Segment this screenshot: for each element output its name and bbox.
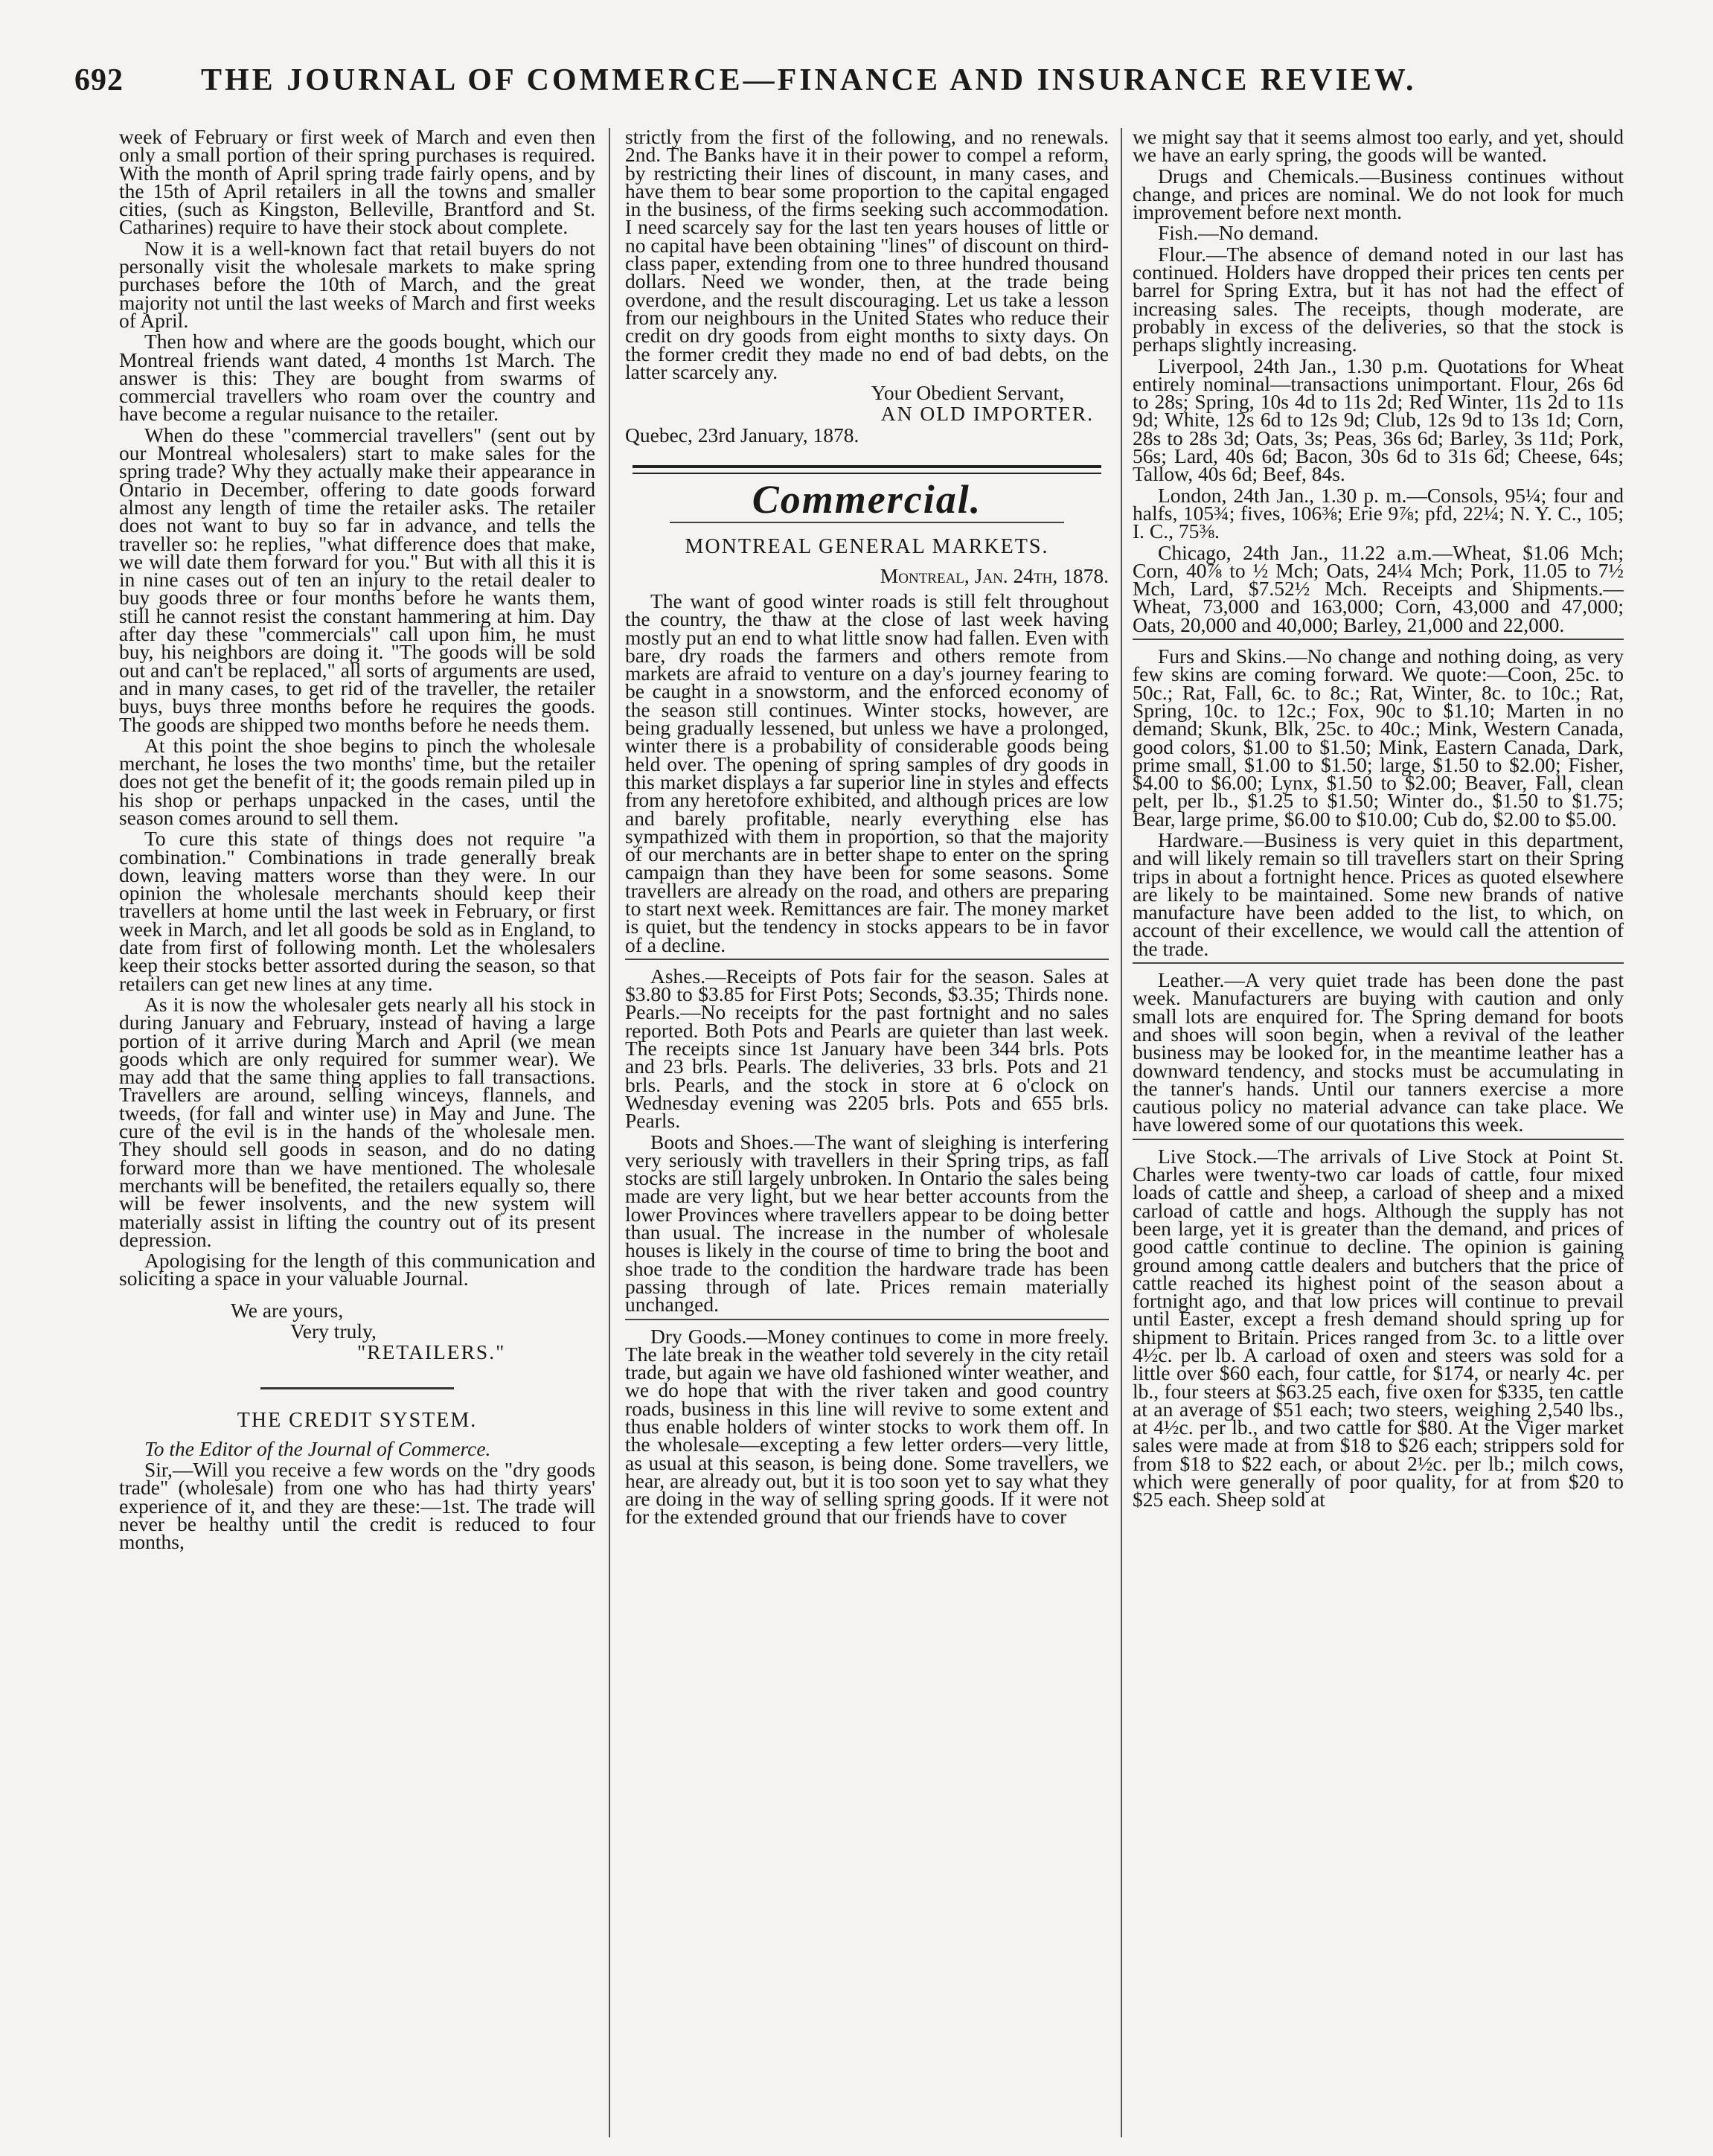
column-1 — [119, 128, 595, 2137]
page-header — [74, 58, 1637, 103]
section-rule — [1133, 962, 1624, 964]
section-rule — [1133, 639, 1624, 640]
column-divider — [609, 128, 610, 2137]
paragraph: When do these "commercial travellers" (sent out by our Montreal wholesalers) start to make sales for the spring trade? Why they actually make their appearance in Ontario in December, offering to date goods forward almost any length of time the retailer asks. The retailer does not want to buy so far in advance, and tells the traveller so: he replies, "what difference does that make, we will date them forward for you." But with all this it is in nine cases out of ten an injury to the retail dealer to buy goods three or four months before he wants them, still he cannot resist the constant hammering at him. Day after day these "commercials" call upon him, he must buy, his neighbors are doing it. "The goods will be sold out and can't be replaced," all sorts of arguments are used, and in many cases, to get rid of the traveller, the retailer buys, buys three months before he requires the goods. The goods are shipped two months before he needs them. — [119, 423, 595, 736]
market-report-fish: Fish.—No demand. — [1158, 221, 1319, 245]
market-report-live-stock: Live Stock.—The arrivals of Live Stock at Point St. Charles were twenty-two car loads of cattle, four mixed loads of cattle and sheep, a carload of sheep and a mixed carload of cattle and hogs. Although the supply has not been large, yet it is greater than the demand, and prices of good cattle continue to decline. The opinion is gaining ground among cattle dealers and butchers that the price of cattle reached its highest point of the season about a fortnight ago, and that low prices will continue to prevail until Easter, except a fresh demand should spring up for shipment to Britain. Prices ranged from 3c. to a little over 4½c. per lb. A carload of oxen and steers was sold for a little over $60 each, four cattle, for $174, or nearly 4c. per lb., four steers at $63.25 each, five oxen for $335, ten cattle at an average of $51 each; two steers, weighing 2,540 lbs., at 4½c. per lb., and two cattle for $80. At the Viger market sales were made at from $18 to $26 each; strippers sold for from $18 to $22 each, or about 2½c. per lb.; milch cows, which were generally of poor quality, for at from $20 to $25 each. Sheep sold at — [1133, 1144, 1624, 1512]
paragraph: Now it is a well-known fact that retail buyers do not personally visit the wholesale markets to make spring purchases before the 10th of March, and the great majority not until the last weeks of March and first weeks of April. — [119, 236, 595, 332]
section-rule — [670, 522, 1064, 523]
market-report-leather: Leather.—A very quiet trade has been done the past week. Manufacturers are buying with caution and only small lots are enquired for. The Spring demand for boots and shoes will soon begin, when a revival of the leather business may be looked for, in the meantime leather has a downward tendency, and stocks must be accumulating in the tanner's hands. Until our tanners exercise a more cautious policy no material advance can take place. We have lowered some of our quotations this week. — [1133, 968, 1624, 1136]
section-rule — [625, 1319, 1109, 1320]
signature-name: "RETAILERS." — [357, 1340, 506, 1364]
market-report-liverpool: Liverpool, 24th Jan., 1.30 p.m. Quotations for Wheat entirely nominal—transactions unimportant. Flour, 26s 6d to 28s; Spring, 10s 4d to 11s 2d; Red Winter, 11s 2d to 11s 9d; White, 12s 6d to 12s 9d; Club, 12s 9d to 13s 1d; Corn, 28s to 28s 3d; Oats, 3s; Peas, 36s 6d; Barley, 3s 11d; Pork, 56s; Lard, 40s 6d; Bacon, 30s 6d to 31s 6d; Cheese, 64s; Tallow, 40s 6d; Beef, 84s. — [1133, 354, 1624, 486]
paragraph: Apologising for the length of this communication and soliciting a space in your valuable Journal. — [119, 1249, 595, 1290]
column-divider — [1121, 128, 1122, 2137]
paragraph: At this point the shoe begins to pinch the wholesale merchant, he loses the two months' time, but the retailer does not get the benefit of it; the goods remain piled up in his shop or perhaps unpacked in the cases, until the season comes around to sell them. — [119, 733, 595, 829]
signature-line: We are yours, — [231, 1298, 344, 1322]
signature-line: Your Obedient Servant, — [871, 381, 1064, 405]
paragraph: As it is now the wholesaler gets nearly all his stock in during January and February, instead of having a large portion of it arrive during March and April (we mean goods which are only required for summer wear). We may add that the same thing applies to fall transactions. Travellers are around, selling winceys, flannels, and tweeds, (for fall and winter use) in May and June. The cure of the evil is in the hands of the wholesale men. They should sell goods in season, and do no dating forward more than we have mentioned. The wholesale merchants will be benefited, the retailers equally so, there will be fewer insolvents, and the new system will materially assist in lifting the country out of its present depression. — [119, 992, 595, 1251]
market-report-furs: Furs and Skins.—No change and nothing doing, as very few skins are coming forward. We quote:—Coon, 25c. to 50c.; Rat, Fall, 6c. to 8c.; Rat, Winter, 8c. to 10c.; Rat, Spring, 10c. to 12c.; Fox, 90c to $1.10; Marten in no demand; Skunk, Blk, 25c. to 40c.; Mink, Western Canada, good colors, $1.00 to $1.50; Mink, Eastern Canada, Dark, prime small, $1.00 to $1.50; large, $1.50 to $2.00; Fisher, $4.00 to $6.00; Lynx, $1.50 to $2.00; Beaver, Fall, clean pelt, per lb., $1.25 to $1.50; Winter do., $1.50 to $1.75; Bear, large prime, $6.00 to $10.00; Cub do, $2.00 to $5.00. — [1133, 644, 1624, 831]
paragraph: Sir,—Will you receive a few words on the "dry goods trade" (wholesale) from one who has had thirty years' experience of it, and they are these:—1st. The trade will never be healthy until the credit is reduced to four months, — [119, 1458, 595, 1554]
market-report-london: London, 24th Jan., 1.30 p. m.—Consols, 95¼; four and halfs, 105¾; fives, 106⅜; Erie 9⅞; pfd, 22¼; N. Y. C., 105; I. C., 75⅜. — [1133, 483, 1624, 543]
section-rule — [1133, 1139, 1624, 1140]
market-report-flour: Flour.—The absence of demand noted in our last has continued. Holders have dropped their prices ten cents per barrel for Spring Extra, but it has not had the effect of increasing sales. The receipts, though moderate, are probably in excess of the deliveries, so that the stock is perhaps slightly increasing. — [1133, 242, 1624, 356]
section-title: Commercial. — [752, 477, 982, 522]
letter-address: To the Editor of the Journal of Commerce. — [144, 1436, 491, 1460]
market-report-ashes: Ashes.—Receipts of Pots fair for the season. Sales at $3.80 to $3.85 for First Pots; Seconds, $3.35; Thirds none. Pearls.—No receipts for the past fortnight and no sales reported. Both Pots and Pearls are quieter than last week. The receipts since 1st January have been 344 brls. Pots and 23 brls. Pearls. The deliveries, 33 brls. Pots and 21 brls. Pearls, and the stock in store at 6 o'clock on Wednesday evening was 2205 brls. Pots and 655 brls. Pearls. — [625, 964, 1109, 1133]
paragraph: we might say that it seems almost too early, and yet, should we have an early spring, the goods will be wanted. — [1133, 128, 1624, 167]
dateline: Montreal, Jan. 24th, 1878. — [880, 563, 1109, 587]
article-heading: THE CREDIT SYSTEM. — [237, 1408, 478, 1432]
market-report-chicago: Chicago, 24th Jan., 11.22 a.m.—Wheat, $1.06 Mch; Corn, 40⅞ to ½ Mch; Oats, 24¼ Mch; Pork, 11.05 to 7½ Mch, Lard, $7.52½ Mch. Receipts and Shipments.—Wheat, 73,000 and 163,000; Corn, 43,000 and 47,000; Oats, 20,000 and 40,000; Barley, 21,000 and 22,000. — [1133, 540, 1624, 636]
paragraph: The want of good winter roads is still felt throughout the country, the thaw at the close of last week having mostly put an end to what little snow had fallen. Even with bare, dry roads the farmers and others remote from markets are afraid to venture on a day's journey fearing to be caught in a snowstorm, and the enforced economy of the season still continues. Winter stocks, however, are being gradually lessened, but unless we have a prolonged, winter there is a probability of considerable goods being held over. The opening of spring samples of dry goods in this market displays a far superior line in styles and effects from any heretofore exhibited, and although prices are low and barely profitable, nearly everything else has sympathized with them in proportion, so that the majority of our merchants are in better shape to enter on the spring campaign than they have been for some seasons. Some travellers are already on the road, and others are preparing to start next week. Remittances are fair. The money market is quiet, but the tendency in stocks appears to be in favor of a decline. — [625, 589, 1109, 956]
section-rule — [260, 1387, 454, 1389]
signature-line: Very truly, — [290, 1319, 377, 1343]
market-report-hardware: Hardware.—Business is very quiet in this department, and will likely remain so till travellers start on their Spring trips in about a fortnight hence. Prices as quoted elsewhere are likely to be maintained. Some new brands of native manufacture have been added to the list, to which, on account of their excellence, we would call the attention of the trade. — [1133, 828, 1624, 960]
column-2 — [625, 128, 1109, 2137]
letter-place-date: Quebec, 23rd January, 1878. — [625, 423, 859, 447]
paragraph: To cure this state of things does not require "a combination." Combinations in trade generally break down, leaving matters worse than they were. In our opinion the wholesale merchants should keep their travellers at home until the last week in February, or first week in March, and let all goods be sold as in England, to date from first of following month. Let the wholesalers keep their stocks better assorted during the season, so that retailers can get new lines at any time. — [119, 827, 595, 995]
paragraph: week of February or first week of March and even then only a small portion of their spring purchases is required. With the month of April spring trade fairly opens, and by the 15th of April retailers in all the towns and smaller cities, (such as Kingston, Belleville, Brantford and St. Catharines) require to have their stock about complete. — [119, 128, 595, 239]
paragraph: Then how and where are the goods bought, which our Montreal friends want dated, 4 months 1st March. The answer is this: They are bought from swarms of commercial travellers who roam over the country and have become a regular nuisance to the retailer. — [119, 330, 595, 426]
market-report-dry-goods: Dry Goods.—Money continues to come in more freely. The late break in the weather told severely in the city retail trade, but again we have old fashioned winter weather, and we do hope that with the river taken and good country roads, business in this line will revive to some extent and thus enable holders of winter stocks to work them off. In the wholesale—excepting a few letter orders—very little, as usual at this season, is being done. Some travellers, we hear, are already out, but it is too soon yet to say what they are doing in the way of selling spring goods. If it were not for the extended ground that our friends have to cover — [625, 1324, 1109, 1529]
section-rule — [633, 465, 1101, 474]
signature-name: AN OLD IMPORTER. — [880, 402, 1094, 426]
page-number: 692 — [74, 63, 124, 97]
column-3 — [1133, 128, 1624, 2137]
market-report-drugs: Drugs and Chemicals.—Business continues without change, and prices are nominal. We do not look for much improvement before next month. — [1133, 164, 1624, 224]
section-rule — [625, 959, 1109, 960]
paragraph: strictly from the first of the following, and no renewals. 2nd. The Banks have it in their power to compel a reform, by restricting their lines of discount, in many cases, and have them to bear some proportion to the capital engaged in the business, of the firms seeking such accommodation. I need scarcely say for the last ten years houses of little or no capital have been obtaining "lines" of discount on third-class paper, extending from one to three hundred thousand dollars. Need we wonder, then, at the trade being overdone, and the result discouraging. Let us take a lesson from our neighbours in the United States who reduce their credit on dry goods from eight months to sixty days. On the former credit they made no end of bad debts, on the latter scarcely any. — [625, 128, 1109, 383]
running-title: THE JOURNAL OF COMMERCE—FINANCE AND INSURANCE REVIEW. — [201, 63, 1417, 97]
article-heading: MONTREAL GENERAL MARKETS. — [685, 535, 1049, 559]
market-report-boots: Boots and Shoes.—The want of sleighing is interfering very seriously with travellers in their Spring trips, as fall stocks are still largely unbroken. In Ontario the sales being made are very light, but we hear better accounts from the lower Provinces where travellers appear to be doing better than usual. The increase in the number of wholesale houses is likely in the course of time to bring the boot and shoe trade to the condition the hardware trade has been passing through of late. Prices remain materially unchanged. — [625, 1130, 1109, 1317]
